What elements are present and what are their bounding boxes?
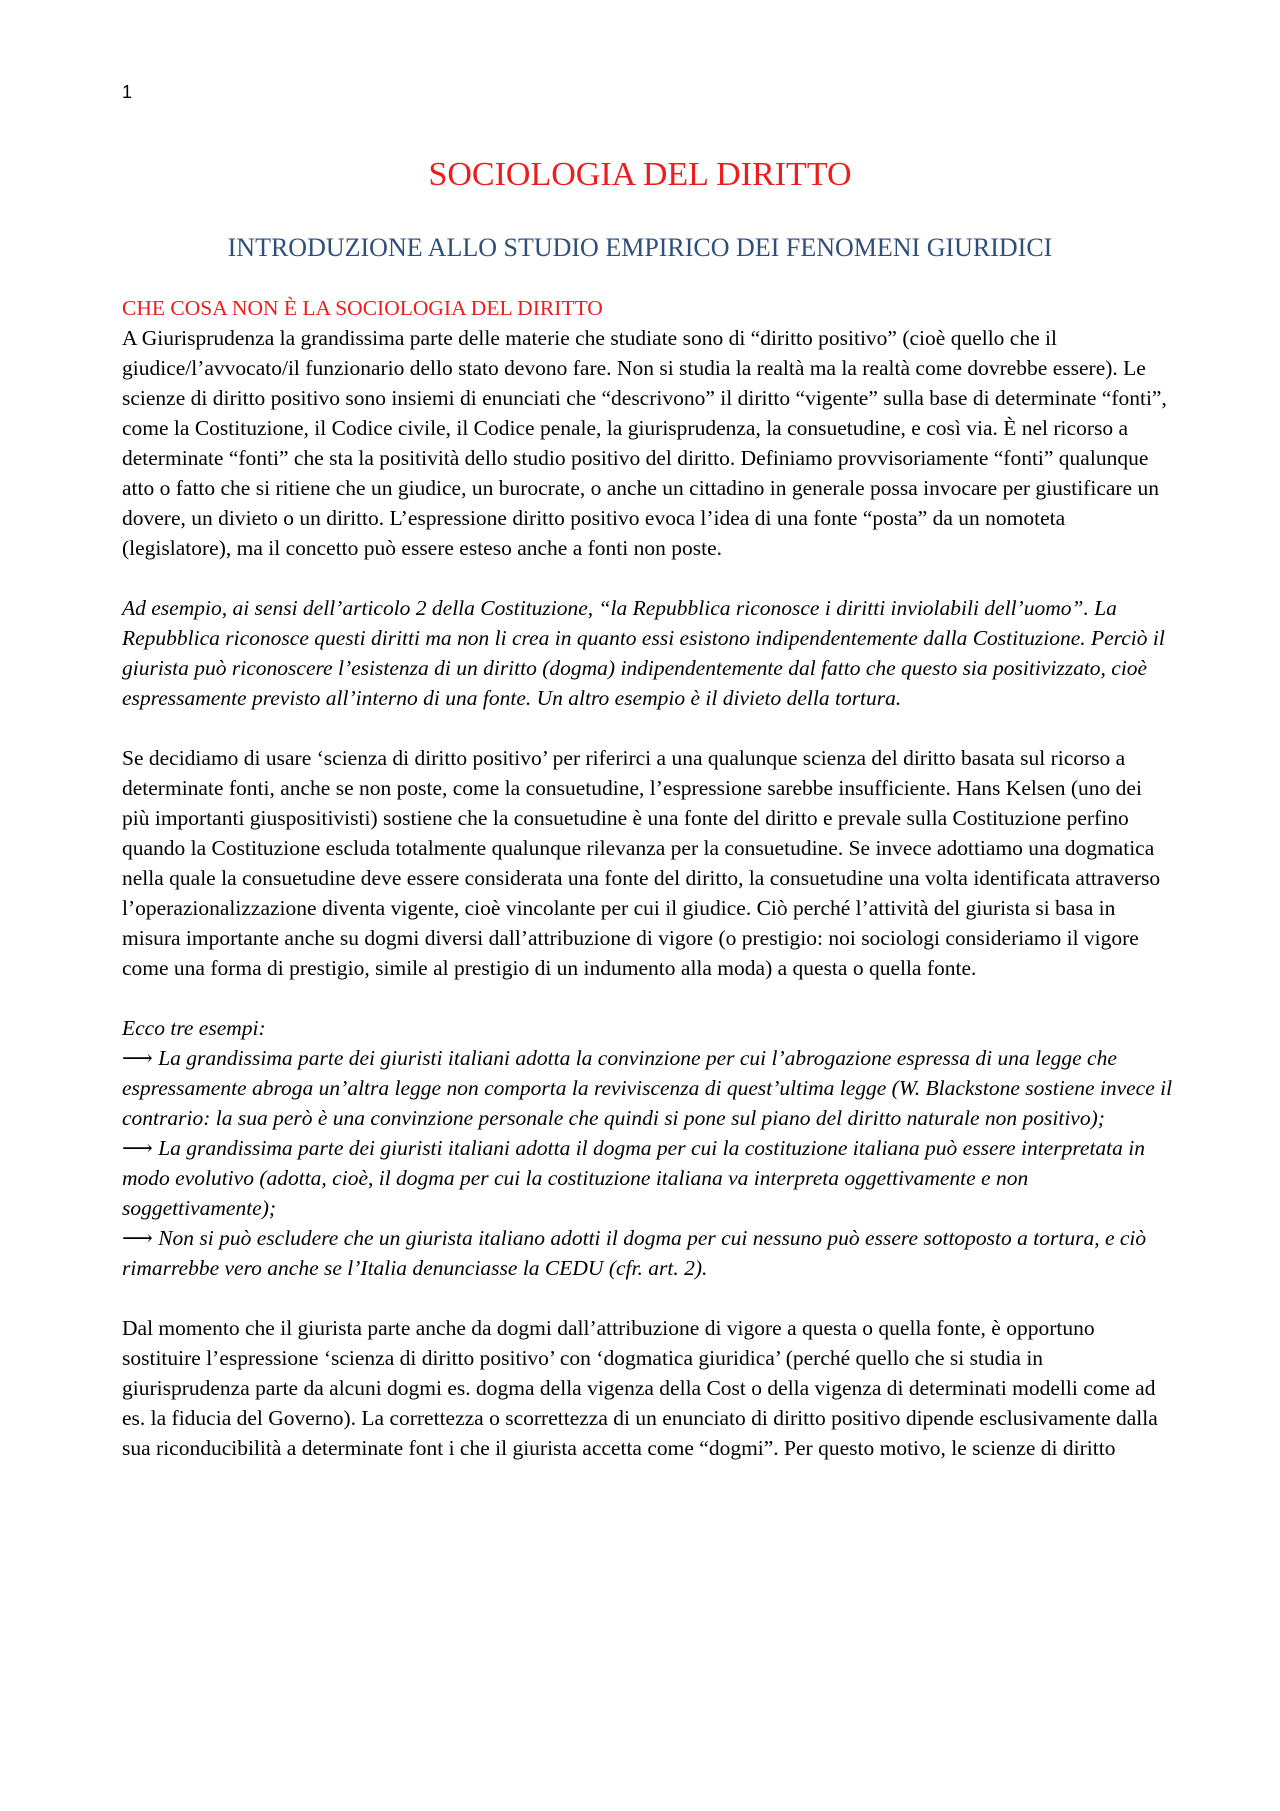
page-number: 1 xyxy=(122,82,133,102)
examples-intro: Ecco tre esempi: xyxy=(122,1016,266,1040)
document-title: SOCIOLOGIA DEL DIRITTO xyxy=(428,156,852,193)
document-subtitle: INTRODUZIONE ALLO STUDIO EMPIRICO DEI FENOMENI GIURIDICI xyxy=(227,233,1053,262)
section-heading: CHE COSA NON È LA SOCIOLOGIA DEL DIRITTO xyxy=(122,296,603,320)
paragraph-kelsen-consuetudine: Se decidiamo di usare ‘scienza di diritto positivo’ per riferirci a una qualunque scienza del diritto basata sul ricorso a determinate fonti, anche se non poste, come la consuetudine, l’espressione sarebbe insufficiente. Hans Kelsen (uno dei più importanti giuspositivisti) sostiene che la consuetudine è una fonte del diritto e prevale sulla Costituzione perfino quando la Costituzione escluda totalmente qualunque rilevanza per la consuetudine. Se invece adottiamo una dogmatica nella quale la consuetudine deve essere considerata una fonte del diritto, la consuetudine una volta identificata attraverso l’operazionalizzazione diventa vigente, cioè vincolante per cui il giudice. Ciò perché l’attività del giurista si basa in misura importante anche su dogmi diversi dall’attribuzione di vigore (o prestigio: noi sociologi consideriamo il vigore come una forma di prestigio, simile al prestigio di un indumento alla moda) a questa o quella fonte. xyxy=(122,746,1161,980)
example-item: ⟶ La grandissima parte dei giuristi italiani adotta il dogma per cui la costituzione italiana può essere interpretata in modo evolutivo (adotta, cioè, il dogma per cui la costituzione italiana va interpreta oggettivamente e non soggettivamente); xyxy=(122,1136,1145,1220)
document-body xyxy=(122,293,1174,1463)
example-item: ⟶ Non si può escludere che un giurista italiano adotti il dogma per cui nessuno può essere sottoposto a tortura, e ciò rimarrebbe vero anche se l’Italia denunciasse la CEDU (cfr. art. 2). xyxy=(122,1226,1147,1280)
example-item: ⟶ La grandissima parte dei giuristi italiani adotta la convinzione per cui l’abrogazione espressa di una legge che espressamente abroga un’altra legge non comporta la reviviscenza di quest’ultima legge (W. Blackstone sostiene invece il contrario: la sua però è una convinzione personale che quindi si pone sul piano del diritto naturale non positivo); xyxy=(122,1046,1173,1130)
examples-block xyxy=(122,1013,1174,1283)
paragraph-diritto-positivo: A Giurisprudenza la grandissima parte delle materie che studiate sono di “diritto positivo” (cioè quello che il giudice/l’avvocato/il funzionario dello stato devono fare. Non si studia la realtà ma la realtà come dovrebbe essere). Le scienze di diritto positivo sono insiemi di enunciati che “descrivono” il diritto “vigente” sulla base di determinate “fonti”, come la Costituzione, il Codice civile, il Codice penale, la giurisprudenza, la consuetudine, e così via. È nel ricorso a determinate “fonti” che sta la positività dello studio positivo del diritto. Definiamo provvisoriamente “fonti” qualunque atto o fatto che si ritiene che un giudice, un burocrate, o anche un cittadino in generale possa invocare per giustificare un dovere, un divieto o un diritto. L’espressione diritto positivo evoca l’idea di una fonte “posta” da un nomoteta (legislatore), ma il concetto può essere esteso anche a fonti non poste. xyxy=(122,326,1167,560)
paragraph-dogmatica-giuridica: Dal momento che il giurista parte anche da dogmi dall’attribuzione di vigore a questa o quella fonte, è opportuno sostituire l’espressione ‘scienza di diritto positivo’ con ‘dogmatica giuridica’ (perché quello che si studia in giurisprudenza parte da alcuni dogmi es. dogma della vigenza della Cost o della vigenza di determinati modelli come ad es. la fiducia del Governo). La correttezza o scorrettezza di un enunciato di diritto positivo dipende esclusivamente dalla sua riconducibilità a determinate font i che il giurista accetta come “dogmi”. Per questo motivo, le scienze di diritto xyxy=(122,1316,1158,1460)
paragraph-esempio-articolo-2: Ad esempio, ai sensi dell’articolo 2 della Costituzione, “la Repubblica riconosce i diritti inviolabili dell’uomo”. La Repubblica riconosce questi diritti ma non li crea in quanto essi esistono indipendentemente dalla Costituzione. Perciò il giurista può riconoscere l’esistenza di un diritto (dogma) indipendentemente dal fatto che questo sia positivizzato, cioè espressamente previsto all’interno di una fonte. Un altro esempio è il divieto della tortura. xyxy=(122,596,1165,710)
